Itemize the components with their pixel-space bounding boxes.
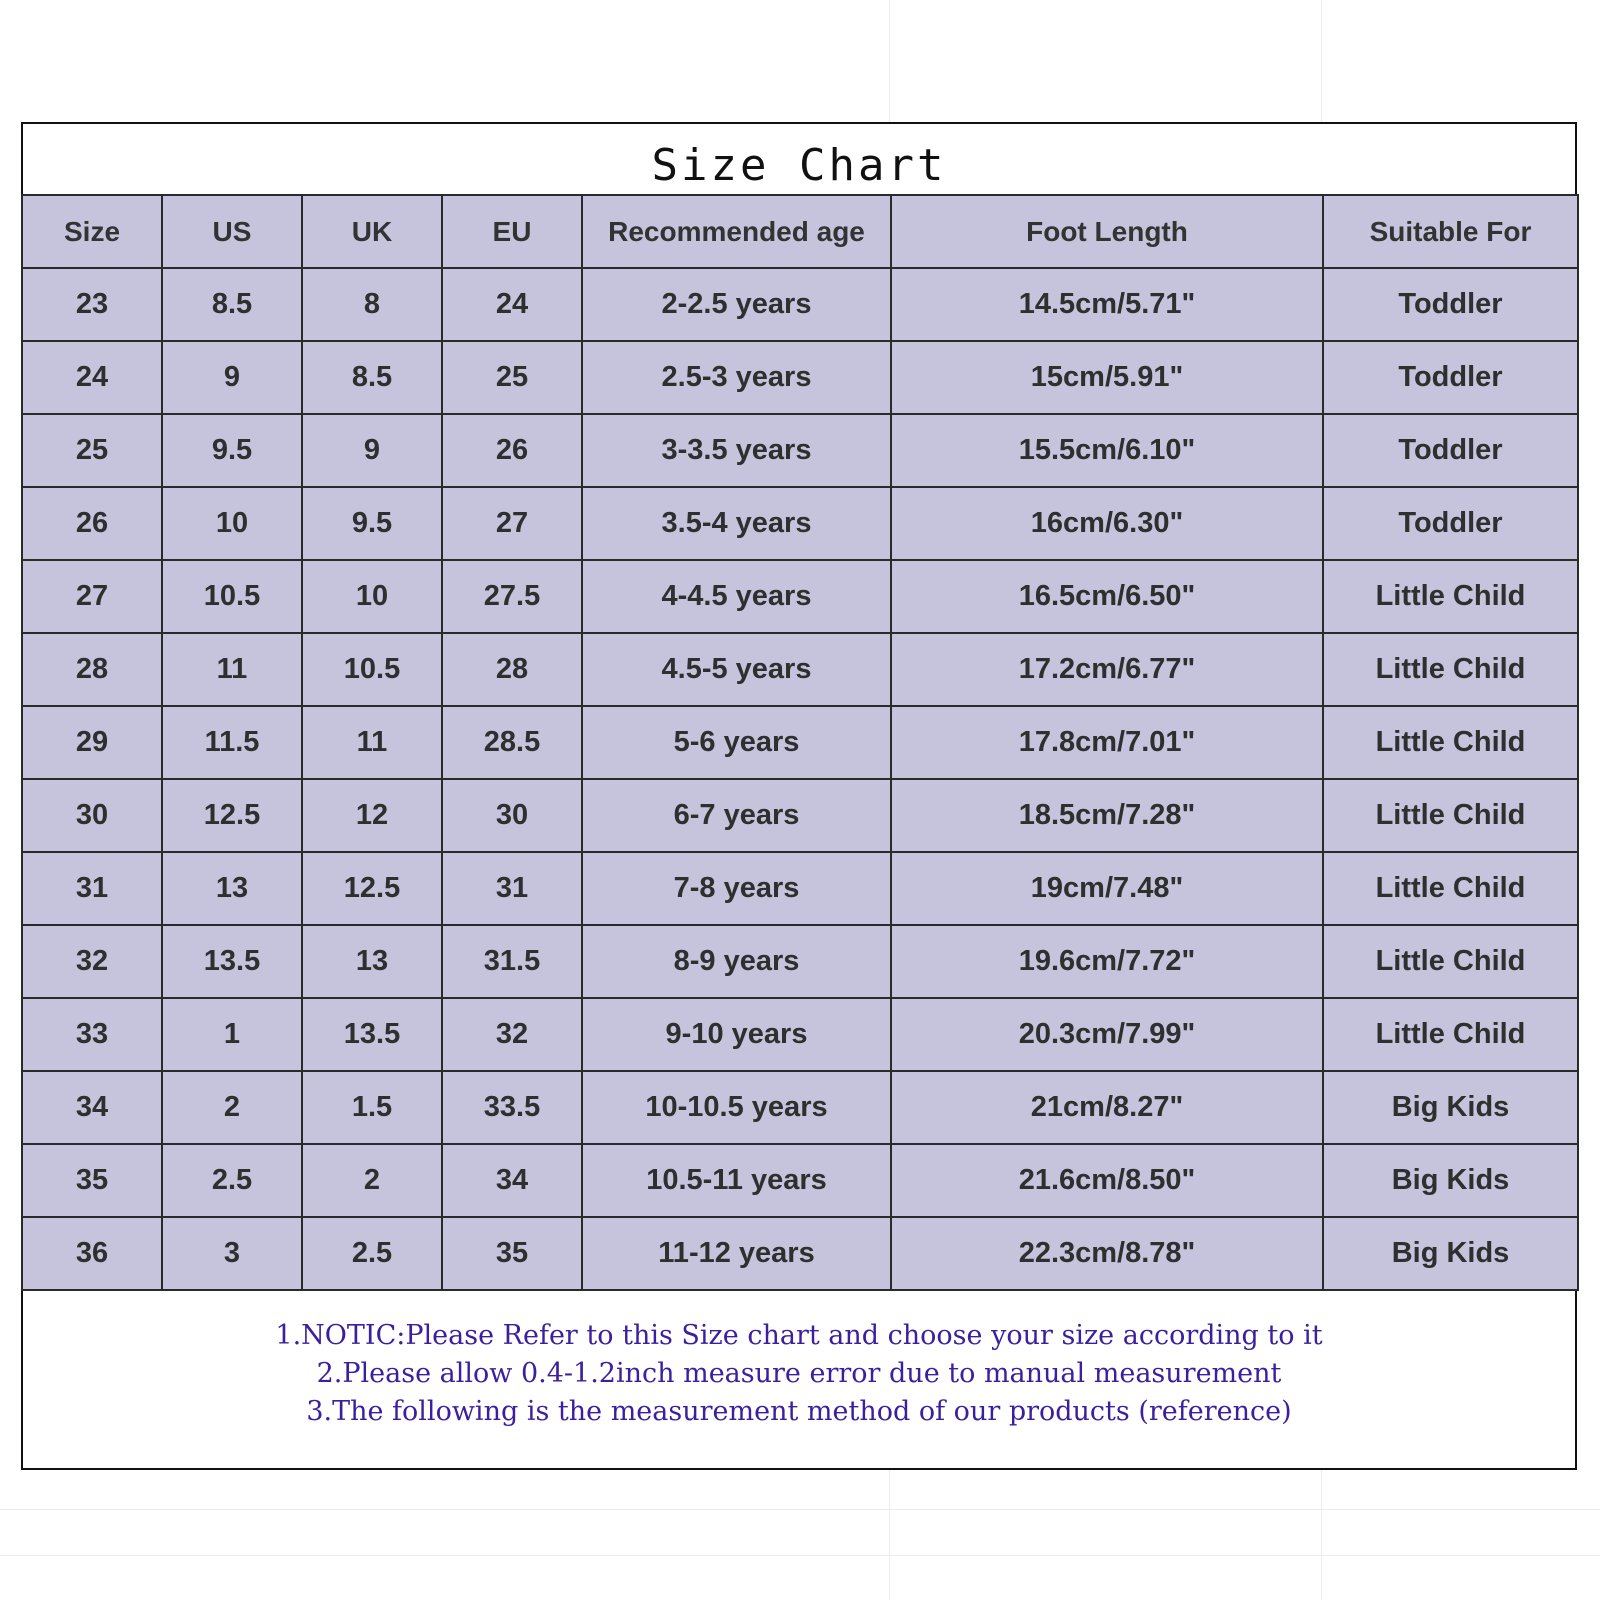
table-row [22,633,1578,706]
table-cell: 2 [162,1071,302,1144]
table-row [22,414,1578,487]
table-cell: 19cm/7.48" [891,852,1323,925]
table-row [22,925,1578,998]
table-cell: Little Child [1323,779,1578,852]
table-cell: 3-3.5 years [582,414,891,487]
table-cell: 12.5 [162,779,302,852]
table-row [22,998,1578,1071]
table-cell: 28 [442,633,582,706]
table-cell: 19.6cm/7.72" [891,925,1323,998]
table-cell: Toddler [1323,268,1578,341]
table-cell: 8-9 years [582,925,891,998]
table-cell: Toddler [1323,414,1578,487]
table-cell: 13.5 [162,925,302,998]
table-cell: 6-7 years [582,779,891,852]
table-cell: 12.5 [302,852,442,925]
table-cell: 24 [22,341,162,414]
table-cell: 3 [162,1217,302,1290]
table-cell: 21cm/8.27" [891,1071,1323,1144]
table-cell: 1.5 [302,1071,442,1144]
column-header: EU [442,195,582,268]
table-cell: 13.5 [302,998,442,1071]
table-cell: 2-2.5 years [582,268,891,341]
table-cell: 21.6cm/8.50" [891,1144,1323,1217]
table-cell: 13 [162,852,302,925]
table-cell: 10 [302,560,442,633]
table-cell: 26 [22,487,162,560]
table-cell: 11 [162,633,302,706]
size-table [21,194,1579,1291]
table-cell: Big Kids [1323,1071,1578,1144]
table-cell: 4-4.5 years [582,560,891,633]
table-cell: 8 [302,268,442,341]
table-cell: 16cm/6.30" [891,487,1323,560]
table-cell: Big Kids [1323,1144,1578,1217]
table-cell: Little Child [1323,633,1578,706]
table-cell: 9-10 years [582,998,891,1071]
table-cell: 17.8cm/7.01" [891,706,1323,779]
table-cell: 1 [162,998,302,1071]
table-cell: 17.2cm/6.77" [891,633,1323,706]
table-cell: 35 [442,1217,582,1290]
table-cell: 33 [22,998,162,1071]
table-cell: 2 [302,1144,442,1217]
table-cell: 34 [442,1144,582,1217]
column-header: UK [302,195,442,268]
chart-title: Size Chart [651,140,947,191]
table-cell: 11-12 years [582,1217,891,1290]
table-cell: Toddler [1323,487,1578,560]
table-cell: 3.5-4 years [582,487,891,560]
table-cell: 25 [442,341,582,414]
table-row [22,341,1578,414]
column-header: Foot Length [891,195,1323,268]
table-cell: 10.5 [302,633,442,706]
header-row [22,195,1578,268]
table-header [22,195,1578,268]
table-cell: 9 [162,341,302,414]
column-header: Size [22,195,162,268]
table-cell: 10.5-11 years [582,1144,891,1217]
table-cell: 9 [302,414,442,487]
table-row [22,852,1578,925]
table-cell: Little Child [1323,925,1578,998]
table-cell: 35 [22,1144,162,1217]
table-cell: 7-8 years [582,852,891,925]
table-row [22,487,1578,560]
table-cell: 27 [22,560,162,633]
table-cell: 13 [302,925,442,998]
table-cell: 10-10.5 years [582,1071,891,1144]
table-cell: 11.5 [162,706,302,779]
table-row [22,779,1578,852]
table-cell: 2.5 [302,1217,442,1290]
sheet-gridline [0,1555,1600,1556]
table-cell: 26 [442,414,582,487]
table-cell: 32 [22,925,162,998]
table-cell: 8.5 [162,268,302,341]
table-cell: Big Kids [1323,1217,1578,1290]
table-cell: 20.3cm/7.99" [891,998,1323,1071]
table-cell: 12 [302,779,442,852]
table-cell: 28 [22,633,162,706]
table-row [22,706,1578,779]
table-cell: 36 [22,1217,162,1290]
table-cell: 31.5 [442,925,582,998]
table-cell: 11 [302,706,442,779]
table-cell: 23 [22,268,162,341]
table-cell: 30 [22,779,162,852]
table-body [22,268,1578,1290]
size-chart [21,122,1577,1470]
table-cell: 31 [22,852,162,925]
table-cell: 27 [442,487,582,560]
table-cell: 29 [22,706,162,779]
table-row [22,1217,1578,1290]
table-cell: 10 [162,487,302,560]
table-cell: Little Child [1323,560,1578,633]
table-cell: 32 [442,998,582,1071]
table-cell: 15.5cm/6.10" [891,414,1323,487]
table-cell: 4.5-5 years [582,633,891,706]
table-row [22,560,1578,633]
sheet-gridline [0,1509,1600,1510]
table-cell: 8.5 [302,341,442,414]
column-header: US [162,195,302,268]
table-row [22,1144,1578,1217]
note-1: 1.NOTIC:Please Refer to this Size chart and choose your size according to it [275,1320,1323,1351]
table-cell: 2.5 [162,1144,302,1217]
table-row [22,1071,1578,1144]
table-cell: 30 [442,779,582,852]
table-cell: Toddler [1323,341,1578,414]
table-row [22,268,1578,341]
table-cell: Little Child [1323,998,1578,1071]
notes [23,1317,1575,1431]
table-cell: 10.5 [162,560,302,633]
table-cell: 22.3cm/8.78" [891,1217,1323,1290]
column-header: Suitable For [1323,195,1578,268]
table-cell: 34 [22,1071,162,1144]
table-cell: 18.5cm/7.28" [891,779,1323,852]
table-cell: 2.5-3 years [582,341,891,414]
table-cell: 31 [442,852,582,925]
table-cell: 14.5cm/5.71" [891,268,1323,341]
table-cell: 28.5 [442,706,582,779]
column-header: Recommended age [582,195,891,268]
table-cell: Little Child [1323,706,1578,779]
table-cell: 27.5 [442,560,582,633]
table-cell: 5-6 years [582,706,891,779]
table-cell: 9.5 [162,414,302,487]
note-2: 2.Please allow 0.4-1.2inch measure error due to manual measurement [316,1358,1282,1389]
table-cell: 33.5 [442,1071,582,1144]
table-cell: 9.5 [302,487,442,560]
table-cell: 15cm/5.91" [891,341,1323,414]
table-cell: 25 [22,414,162,487]
table-cell: Little Child [1323,852,1578,925]
table-cell: 24 [442,268,582,341]
table-cell: 16.5cm/6.50" [891,560,1323,633]
note-3: 3.The following is the measurement method of our products (reference) [306,1396,1292,1427]
